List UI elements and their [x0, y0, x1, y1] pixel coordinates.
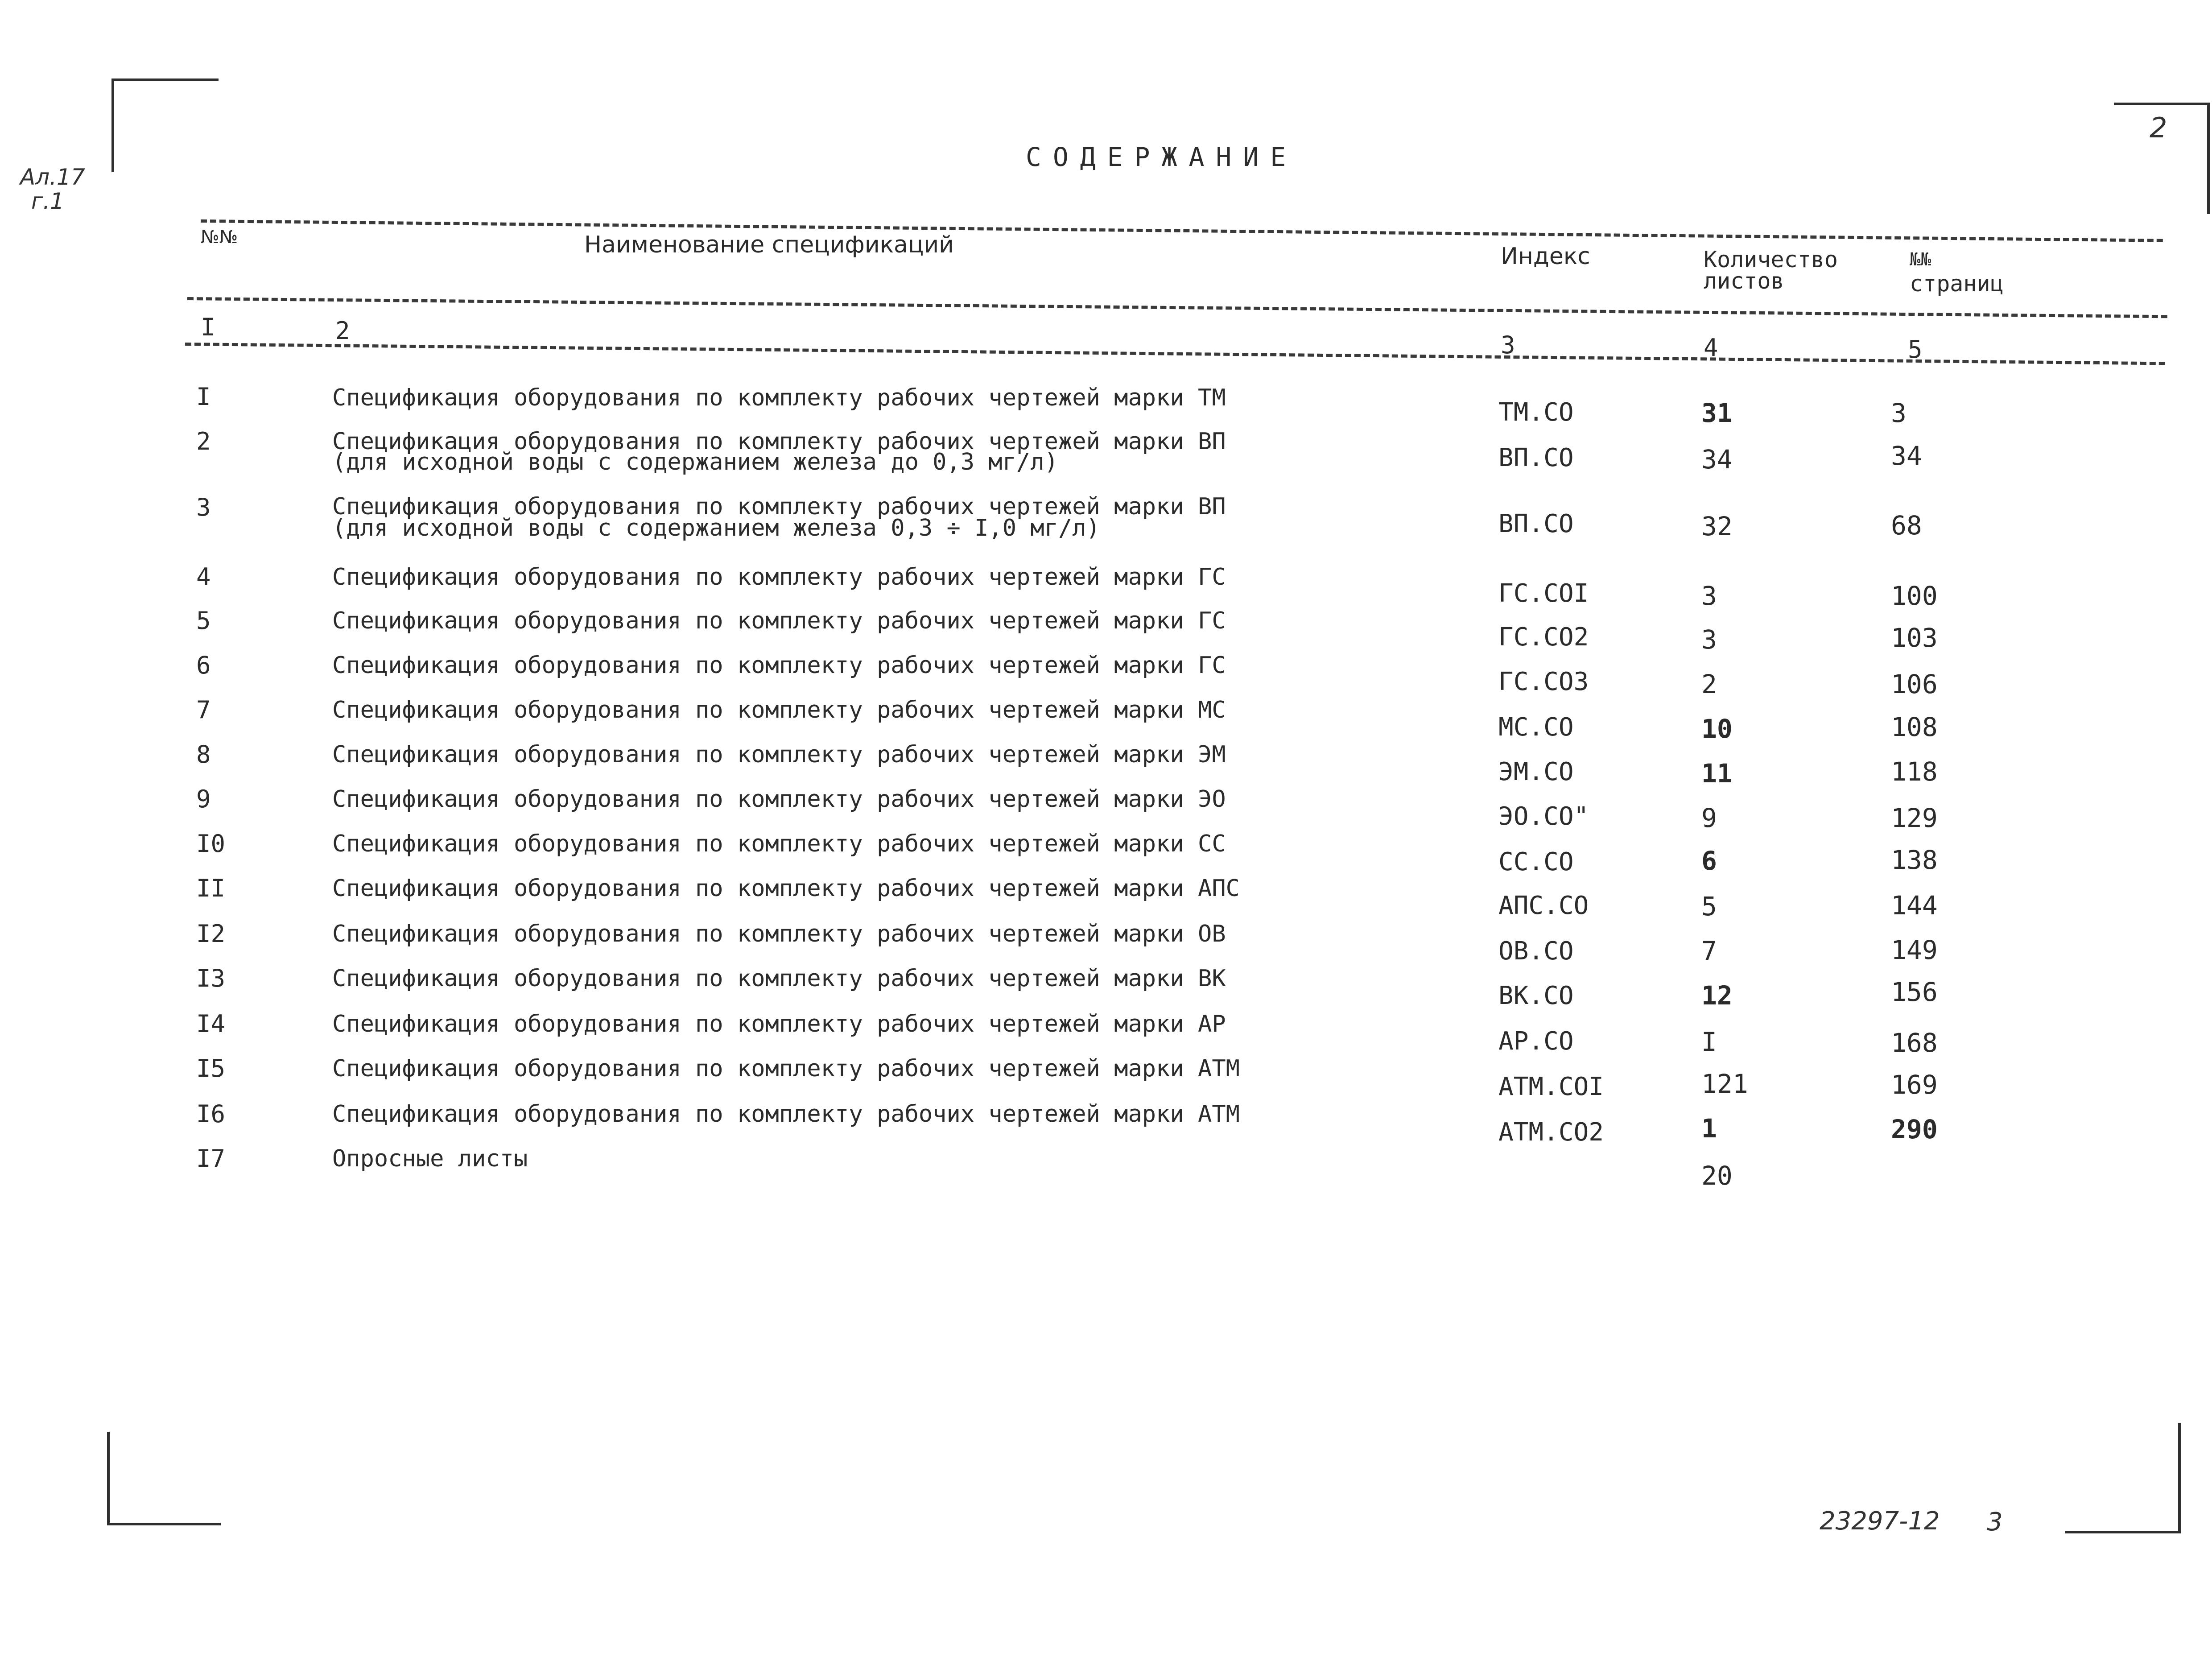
corner-bottom-right-v [2178, 1423, 2181, 1533]
row-name: Спецификация оборудования по комплекту рабочих чертежей марки АТМ [332, 1101, 1240, 1128]
row-name: Спецификация оборудования по комплекту рабочих чертежей марки ГС [332, 652, 1226, 679]
row-index: ГС.СО3 [1498, 667, 1589, 696]
row-qty: 2 [1701, 669, 1717, 699]
row-number: I0 [196, 830, 226, 858]
row-qty: 6 [1701, 846, 1717, 876]
header-page-line1: №№ [1910, 249, 1931, 270]
row-name: Спецификация оборудования по комплекту рабочих чертежей марки ВП [332, 428, 1226, 455]
header-index: Индекс [1501, 243, 1590, 270]
row-number: I3 [196, 964, 226, 992]
row-name: Спецификация оборудования по комплекту рабочих чертежей марки ВП [332, 493, 1226, 520]
row-number: 8 [196, 740, 211, 768]
row-index: ЭО.СО" [1498, 802, 1589, 831]
row-qty: 11 [1701, 758, 1733, 789]
row-page: 129 [1891, 803, 1938, 833]
row-name: Спецификация оборудования по комплекту рабочих чертежей марки ГС [332, 564, 1226, 591]
row-qty: 3 [1701, 581, 1717, 611]
row-number: 9 [196, 785, 211, 813]
table-row [196, 427, 2203, 481]
column-number-3: 3 [1501, 331, 1515, 359]
row-page: 156 [1891, 977, 1938, 1007]
margin-note-album: Ал.17 [20, 164, 85, 190]
row-name: Спецификация оборудования по комплекту рабочих чертежей марки ТМ [332, 384, 1226, 411]
row-number: 6 [196, 651, 211, 679]
row-number: I2 [196, 920, 226, 948]
header-rule-middle [187, 297, 2167, 318]
row-index: АТМ.СОI [1498, 1072, 1604, 1101]
header-rule-top [201, 219, 2163, 242]
corner-top-left-h [111, 78, 219, 81]
row-qty: 121 [1701, 1069, 1748, 1099]
row-qty: 12 [1701, 980, 1733, 1011]
row-page: 144 [1891, 890, 1938, 921]
row-qty: 5 [1701, 891, 1717, 921]
row-qty: I [1701, 1027, 1717, 1057]
sheet-number: 3 [1987, 1508, 2003, 1537]
row-name: Спецификация оборудования по комплекту рабочих чертежей марки ЭМ [332, 741, 1226, 768]
row-index: ВК.СО [1498, 981, 1574, 1010]
row-index: МС.СО [1498, 713, 1574, 742]
row-qty: 1 [1701, 1113, 1717, 1144]
column-number-5: 5 [1908, 335, 1923, 364]
row-qty: 32 [1701, 511, 1733, 541]
corner-bottom-left-h [107, 1523, 221, 1525]
row-number: I6 [196, 1100, 226, 1128]
row-index: АПС.СО [1498, 891, 1589, 920]
row-page: 138 [1891, 845, 1938, 875]
row-qty: 7 [1701, 936, 1717, 966]
row-page: 68 [1891, 510, 1922, 541]
row-page: 168 [1891, 1028, 1938, 1058]
row-name: Спецификация оборудования по комплекту рабочих чертежей марки ЭО [332, 786, 1226, 813]
corner-bottom-left-v [107, 1432, 110, 1525]
row-page: 169 [1891, 1070, 1938, 1100]
row-name: Спецификация оборудования по комплекту рабочих чертежей марки АПС [332, 875, 1240, 902]
page-corner-number: 2 [2150, 112, 2167, 144]
table-row [196, 493, 2203, 547]
header-rule-bottom [185, 343, 2165, 365]
corner-bottom-right-h [2065, 1531, 2181, 1533]
header-qty-line2: листов [1704, 268, 1784, 294]
row-index: АР.СО [1498, 1027, 1574, 1056]
row-page: 118 [1891, 756, 1938, 787]
row-index: ГС.СО2 [1498, 623, 1589, 652]
row-name: Опросные листы [332, 1145, 528, 1172]
row-name-note: (для исходной воды с содержанием железа до 0,3 мг/л) [332, 449, 1058, 475]
row-number: II [196, 874, 226, 902]
row-index: АТМ.СО2 [1498, 1118, 1604, 1147]
row-page: 108 [1891, 712, 1938, 742]
row-name: Спецификация оборудования по комплекту рабочих чертежей марки ОВ [332, 921, 1226, 947]
row-page: 149 [1891, 935, 1938, 965]
row-page: 106 [1891, 669, 1938, 699]
row-qty: 34 [1701, 444, 1733, 475]
row-qty: 9 [1701, 803, 1717, 833]
row-name-note: (для исходной воды с содержанием железа 0,3 ÷ I,0 мг/л) [332, 515, 1100, 541]
row-index: ЭМ.СО [1498, 757, 1574, 786]
row-page: 100 [1891, 581, 1938, 611]
row-number: 5 [196, 607, 211, 635]
row-index: ВП.СО [1498, 443, 1574, 472]
row-qty: 10 [1701, 714, 1733, 744]
table-row [196, 1144, 2203, 1198]
row-qty: 20 [1701, 1161, 1733, 1191]
column-number-4: 4 [1704, 334, 1718, 362]
row-number: 2 [196, 427, 211, 455]
row-number: 7 [196, 696, 211, 724]
row-index: ОВ.СО [1498, 937, 1574, 966]
corner-top-left-v [111, 78, 114, 172]
row-qty: 3 [1701, 624, 1717, 655]
row-qty: 31 [1701, 398, 1733, 428]
row-number: I4 [196, 1010, 226, 1038]
header-name: Наименование спецификаций [584, 231, 954, 258]
corner-top-right-h [2114, 103, 2210, 105]
row-name: Спецификация оборудования по комплекту рабочих чертежей марки МС [332, 697, 1226, 723]
row-name: Спецификация оборудования по комплекту рабочих чертежей марки СС [332, 830, 1226, 857]
column-number-1: I [201, 313, 215, 341]
page-title: СОДЕРЖАНИЕ [1026, 142, 1298, 172]
margin-note-volume: г.1 [31, 188, 64, 214]
row-index: ГС.СОI [1498, 579, 1589, 608]
header-page-line2: страниц [1910, 271, 2004, 297]
row-page: 103 [1891, 623, 1938, 653]
row-number: I [196, 383, 211, 411]
row-index: ВП.СО [1498, 509, 1574, 538]
header-qty-line1: Количество [1704, 247, 1838, 273]
row-number: I7 [196, 1144, 226, 1173]
row-page: 3 [1891, 398, 1907, 428]
row-number: I5 [196, 1054, 226, 1082]
header-num: №№ [201, 227, 238, 248]
row-index: ТМ.СО [1498, 398, 1574, 427]
row-index: СС.СО [1498, 847, 1574, 876]
row-name: Спецификация оборудования по комплекту рабочих чертежей марки АТМ [332, 1055, 1240, 1082]
row-page: 290 [1891, 1114, 1938, 1144]
row-name: Спецификация оборудования по комплекту рабочих чертежей марки АР [332, 1011, 1226, 1037]
row-name: Спецификация оборудования по комплекту рабочих чертежей марки ГС [332, 607, 1226, 634]
row-number: 3 [196, 493, 211, 521]
row-number: 4 [196, 563, 211, 591]
row-page: 34 [1891, 441, 1922, 471]
document-code: 23297-12 [1820, 1507, 1940, 1536]
column-number-2: 2 [335, 317, 350, 345]
row-name: Спецификация оборудования по комплекту рабочих чертежей марки ВК [332, 965, 1226, 992]
corner-top-right-v [2207, 103, 2210, 214]
